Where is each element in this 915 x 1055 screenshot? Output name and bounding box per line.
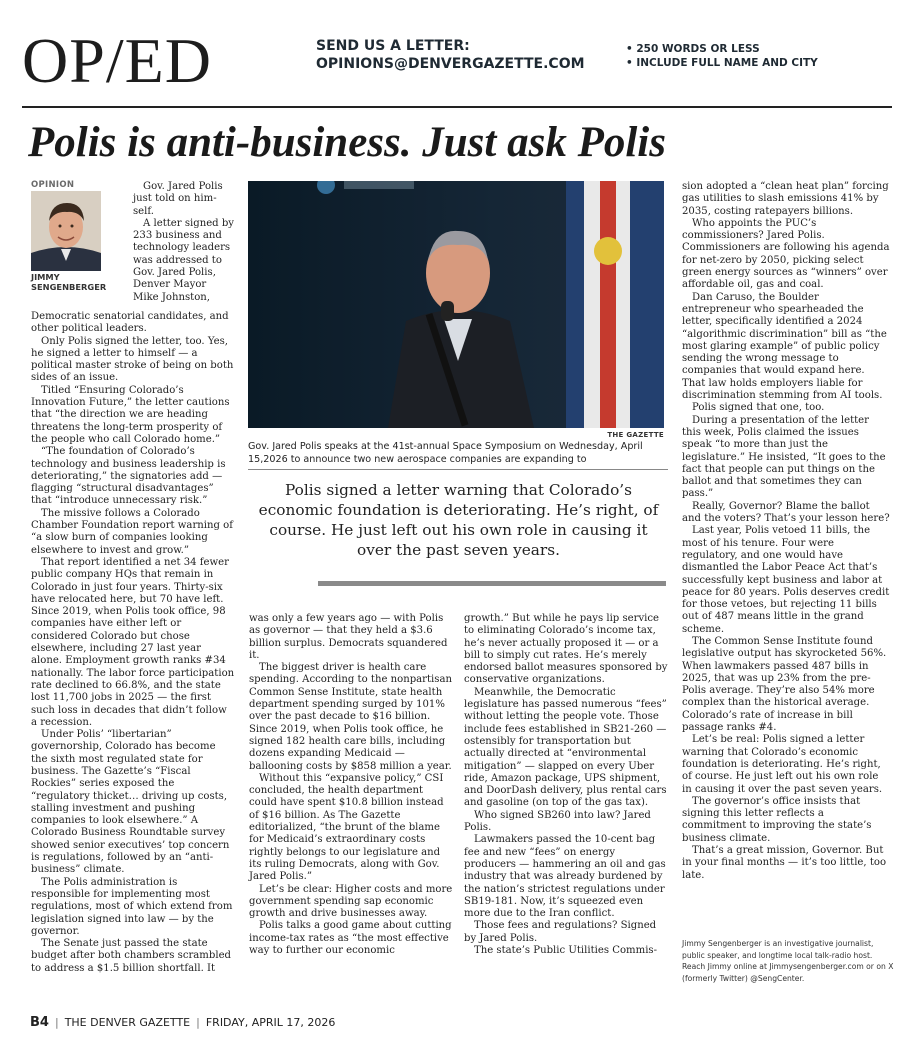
paragraph: That report identified a net 34 fewer public company HQs that remain in Colorado in just four years. Thirty-six have relocated here, but 70 have left. Since 2019, when Polis took office, 98 companies have either left or considered Colorado but chose elsewhere, including 27 last year alone. Employment growth ranks #34 nationally. The labor force participation rate declined to 66.8%, and the state lost 11,700 jobs in 2025 — the first such loss in decades that didn’t follow a recession. [31, 556, 235, 728]
paragraph: Only Polis signed the letter, too. Yes, he signed a letter to himself — a political master stroke of being on both sides of an issue. [31, 335, 234, 384]
letter-rule: • 250 WORDS OR LESS [626, 43, 760, 55]
opinion-label: OPINION [31, 180, 75, 190]
paragraph: Meanwhile, the Democratic legislature has passed numerous “fees” without letting the people vote. Those include fees established in SB21-260 — ostensibly for transportation but actually directed at “environmental mitigation” — slapped on every Uber ride, Amazon package, UPS shipment, and DoorDash delivery, plus rental cars and gasoline (on top of the gas tax). [464, 686, 667, 809]
paragraph: Under Polis’ “libertarian” governorship, Colorado has become the sixth most regulated state for business. The Gazette’s “Fiscal Rockies” series exposed the “regulatory thicket… driving up costs, stalling investment and pushing companies to look elsewhere.” A Colorado Business Roundtable survey showed senior executives’ top concern is regulations, followed by an “anti-business” climate. [31, 729, 230, 876]
pull-quote: Polis signed a letter warning that Colorado’s economic foundation is deteriorating. He’s right, of course. He just left out his own role in causing it over the past seven years. [258, 481, 659, 559]
section-title: OP/ED [22, 25, 212, 96]
photo-credit: THE GAZETTE [607, 431, 664, 439]
masthead-divider [22, 106, 892, 108]
letter-submission-block [316, 37, 585, 73]
footer-separator: | [54, 1016, 59, 1029]
author-bio: Jimmy Sengenberger is an investigative journalist, public speaker, and longtime local talk-radio host. Reach Jimmy online at Jimmysengenberger.com or on X (formerly Twitter) @SengCenter. [682, 939, 894, 983]
paragraph: The governor’s office insists that signing this letter reflects a commitment to improving the state’s business climate. [682, 795, 872, 844]
column-1-top [133, 181, 235, 304]
pull-quote-rule [318, 581, 666, 586]
letter-rule: • INCLUDE FULL NAME AND CITY [626, 57, 818, 69]
paragraph: A letter signed by 233 business and technology leaders was addressed to Gov. Jared Polis, Denver Mayor Mike Johnston, [133, 217, 234, 303]
column-3 [464, 613, 669, 957]
caption-divider [248, 469, 668, 470]
paragraph: Those fees and regulations? Signed by Jared Polis. [464, 920, 657, 944]
paragraph: was only a few years ago — with Polis as governor — that they held a $3.6 billion surplus. Democrats squandered it. [249, 613, 448, 661]
footer-separator: | [196, 1016, 200, 1029]
paragraph: Who appoints the PUC’s commissioners? Jared Polis. Commissioners are following his agenda for net-zero by 2050, picking select green energy sources as “winners” over affordable oil, gas and coal. [682, 217, 890, 291]
paragraph: “The foundation of Colorado’s technology and business leadership is deteriorating,” the signatories add — flagging “structural disadvantages” that “introduce unnecessary risk.” [31, 446, 226, 507]
paragraph: Without this “expansive policy,” CSI concluded, the health department could have spent $10.8 billion instead of $16 billion. As The Gazette editorialized, “the brunt of the blame for Medicaid’s extraordinary costs rightly belongs to our legislature and its ruling Democrats, along with Gov. Jared Polis.” [249, 772, 444, 883]
letter-rules-list [626, 42, 818, 70]
letter-title: SEND US A LETTER: [316, 38, 470, 54]
column-4 [682, 181, 890, 882]
paragraph: Titled “Ensuring Colorado’s Innovation Future,” the letter cautions that “the direction we are heading threatens the long-term prosperity of the people who call Colorado home.” [31, 384, 230, 445]
page-footer [30, 1015, 335, 1030]
paragraph: Let’s be clear: Higher costs and more government spending sap economic growth and drive businesses away. [249, 883, 453, 920]
paragraph: Last year, Polis vetoed 11 bills, the most of his tenure. Four were regulatory, and one would have dismantled the Labor Peace Act that’s successfully kept business and labor at peace for 80 years. Polis deserves credit for those vetoes, but rejecting 11 bills out of 487 means little in the grand scheme. [682, 525, 890, 635]
paragraph: The biggest driver is health care spending. According to the nonpartisan Common Sense Institute, state health department spending surged by 101% over the past decade to $16 billion. Since 2019, when Polis took office, he signed 182 health care bills, including dozens expanding Medicaid — ballooning costs by $858 million a year. [249, 662, 452, 772]
paragraph: The state’s Public Utilities Commis- [474, 945, 658, 957]
paragraph: Who signed SB260 into law? Jared Polis. [464, 809, 651, 834]
article-headline: Polis is anti-business. Just ask Polis [28, 119, 666, 166]
paragraph: The missive follows a Colorado Chamber Foundation report warning of “a slow burn of companies looking elsewhere to invest and grow.” [31, 507, 233, 556]
paragraph: That’s a great mission, Governor. But in your final months — it’s too little, too late. [682, 845, 887, 881]
paragraph: growth.” But while he pays lip service to eliminating Colorado’s income tax, he’s never actually proposed it — or a bill to simply cut rates. He’s merely endorsed ballot measures sponsored by conservative organizations. [464, 613, 668, 686]
newspaper-name: THE DENVER GAZETTE [64, 1016, 191, 1029]
paragraph: The Polis administration is responsible for implementing most regulations, most of which extend from legislation signed into law — by the governor. [31, 876, 233, 937]
paragraph: Dan Caruso, the Boulder entrepreneur who spearheaded the letter, specifically identified a 2024 “algorithmic discrimination” bill as “the most glaring example” of public policy sending the wrong message to companies that would expand here. That law holds employers liable for discrimination stemming from AI tools. [682, 291, 887, 402]
paragraph: Let’s be real: Polis signed a letter warning that Colorado’s economic foundation is deteriorating. He’s right, of course. He just left out his own role in causing it over the past seven years. [682, 734, 883, 795]
paragraph: Polis talks a good game about cutting income-tax rates as “the most effective way to further our economic [249, 920, 452, 957]
paragraph: The Senate just passed the state budget after both chambers scrambled to address a $1.5 billion shortfall. It [31, 938, 232, 974]
author-name: JIMMY SENGENBERGER [31, 272, 107, 292]
issue-date: FRIDAY, APRIL 17, 2026 [205, 1016, 336, 1029]
column-1 [31, 311, 235, 975]
column-2 [249, 613, 454, 957]
paragraph: Gov. Jared Polis just told on him-self. [133, 181, 223, 217]
paragraph: Polis signed that one, too. [692, 402, 825, 414]
letter-email-link[interactable]: OPINIONS@DENVERGAZETTE.COM [316, 56, 585, 72]
paragraph: During a presentation of the letter this week, Polis claimed the issues speak “to more than just the legislature.” He insisted, “It goes to the fact that people can put things on the ballot and that sometimes they can pass.” [682, 414, 886, 500]
photo-caption: Gov. Jared Polis speaks at the 41st-annual Space Symposium on Wednesday, April 15,2026 to announce two new aerospace companies are expanding to [248, 441, 643, 465]
author-headshot [31, 191, 101, 271]
paragraph: Lawmakers passed the 10-cent bag fee and new “fees” on energy producers — hammering an oil and gas industry that was already burdened by the nation’s strictest regulations under SB19-181. Now, it’s squeezed even more due to the Iran conflict. [464, 834, 666, 920]
page-number: B4 [30, 1015, 49, 1030]
paragraph: Really, Governor? Blame the ballot and the voters? That’s your lesson here? [682, 500, 890, 525]
article-photo [248, 181, 664, 428]
paragraph: The Common Sense Institute found legislative output has skyrocketed 56%. When lawmakers passed 487 bills in 2025, that was up 23% from the pre-Polis average. They’re also 54% more complex than the historical average. Colorado’s rate of increase in bill passage ranks #4. [682, 635, 887, 734]
paragraph: Democratic senatorial candidates, and other political leaders. [31, 311, 229, 335]
paragraph: sion adopted a “clean heat plan” forcing gas utilities to slash emissions 41% by 2035, costing ratepayers billions. [682, 181, 889, 217]
